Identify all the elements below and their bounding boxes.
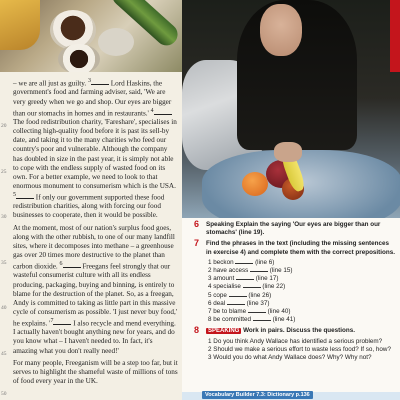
list-item: 7 be to blame (line 40) [208, 308, 291, 316]
answer-blank[interactable] [229, 296, 247, 297]
task-instruction: Work in pairs. Discuss the questions. [243, 327, 355, 335]
hand-image [274, 142, 302, 162]
task-number: 7 [194, 238, 200, 249]
preposition-list [206, 259, 396, 325]
answer-blank[interactable] [227, 304, 245, 305]
article-paragraph-3: For many people, Freeganism will be a step too far, but it serves to highlight the shameful waste of millions of tons of food every year in the UK. [13, 358, 178, 385]
page-edge-tab [390, 0, 400, 72]
gap-blank [91, 84, 109, 85]
list-item: 2 Should we make a serious effort to waste less food? If so, how? [208, 345, 391, 353]
freegan-bin-photo [182, 0, 400, 218]
article-column [0, 72, 182, 400]
task-number: 8 [194, 325, 200, 336]
plate-image [98, 28, 134, 56]
list-item: 1 Do you think Andy Wallace has identified a serious problem? [208, 337, 383, 345]
list-item: 4 specialise (line 22) [208, 283, 286, 291]
line-number: 25 [1, 169, 7, 175]
gap-blank [53, 324, 71, 325]
answer-blank[interactable] [243, 287, 261, 288]
task-instruction: Find the phrases in the text (including the missing sentences in exercise 4) and complete them with the correct prepositions. [206, 240, 395, 256]
gap-blank [63, 267, 81, 268]
article-paragraph-1: – we are all just as guilty. $^3$ Lord Haskins, the government's food and farming adviser, said, 'We are very greedy when we go and shop. Our eyes are bigger than our stomachs in homes and in restaurants.' $^4$ The food redistribution charity, 'Fareshare', specialises in collecting high-quality food before it is past its sell-by date, and taking it to the many charities who feed our country's poor and vulnerable. Although the company has doubled in size in the past year, it is simply not able to cope with the endless supply of wasted food on its own. For a better example, we need to look to that enormous monument to consumerism which is the USA. $^5$ If only our government supported these food redistribution charities, along with forcing our food businesses to cooperate, then it would be possible. [13, 78, 177, 220]
exercises-panel [182, 218, 400, 400]
list-item: 1 beckon (line 6) [208, 258, 275, 266]
gap-marker: 4 [150, 107, 154, 114]
task-7 [192, 240, 396, 324]
list-item: 8 be committed (line 41) [208, 316, 296, 324]
gap-marker: 6 [59, 260, 63, 267]
answer-blank[interactable] [235, 263, 253, 264]
gap-marker: 5 [13, 191, 16, 198]
line-number: 45 [1, 351, 7, 357]
line-number: 30 [1, 214, 7, 220]
list-item: 6 deal (line 37) [208, 299, 270, 307]
speaking-tag: SPEAKING [208, 328, 240, 335]
answer-blank[interactable] [236, 279, 254, 280]
face-image [260, 4, 302, 56]
task-number: 6 [194, 219, 200, 229]
bread-image [0, 0, 40, 50]
task-instruction: Speaking Explain the saying 'Our eyes are bigger than our stomachs' (line 19). [206, 221, 381, 237]
gap-marker: 3 [87, 78, 91, 84]
line-number: 20 [1, 123, 7, 129]
list-item: 3 Would you do what Andy Wallace does? Why? Why not? [208, 354, 372, 362]
answer-blank[interactable] [248, 312, 266, 313]
line-number: 50 [1, 391, 7, 397]
coffee-cup-image-2 [58, 44, 100, 72]
vocabulary-builder-tag: Vocabulary Builder 7.3: Dictionary p.136 [202, 391, 313, 399]
line-number: 40 [1, 305, 7, 311]
orange-image [242, 172, 268, 196]
breakfast-photo [0, 0, 182, 72]
discussion-list [206, 338, 396, 363]
list-item: 2 have access (line 15) [208, 267, 293, 275]
answer-blank[interactable] [253, 320, 271, 321]
answer-blank[interactable] [250, 271, 268, 272]
footer-strip [182, 392, 400, 400]
list-item: 5 cope (line 26) [208, 291, 272, 299]
gap-blank [154, 114, 172, 115]
article-paragraph-2: At the moment, most of our nation's surplus food goes, along with the other rubbish, to one of our many landfill sites, where it decomposes into methane – a greenhouse gas over 20 times more destructive to the planet than carbon dioxide. $^6$ Freegans feel strongly that our wasteful consumerist culture with all its endless producing, packaging, buying and binning, is entirely to blame for the destruction of the planet. So, as a freegan, Andy is committed to taking as little part in this massive cycle of consumerism as possible. 'I just never buy food,' he explains. '$^7$ I also recycle and mend everything. I actually haven't bought anything new for years, and do you know what – I haven't needed to. In fact, it's amazing what you don't really need!' [13, 223, 178, 355]
gap-marker: 7 [50, 317, 54, 324]
line-number: 35 [1, 260, 7, 266]
gap-blank [16, 198, 34, 199]
task-6 [192, 221, 396, 237]
task-8 [192, 327, 396, 362]
list-item: 3 amount (line 17) [208, 275, 279, 283]
